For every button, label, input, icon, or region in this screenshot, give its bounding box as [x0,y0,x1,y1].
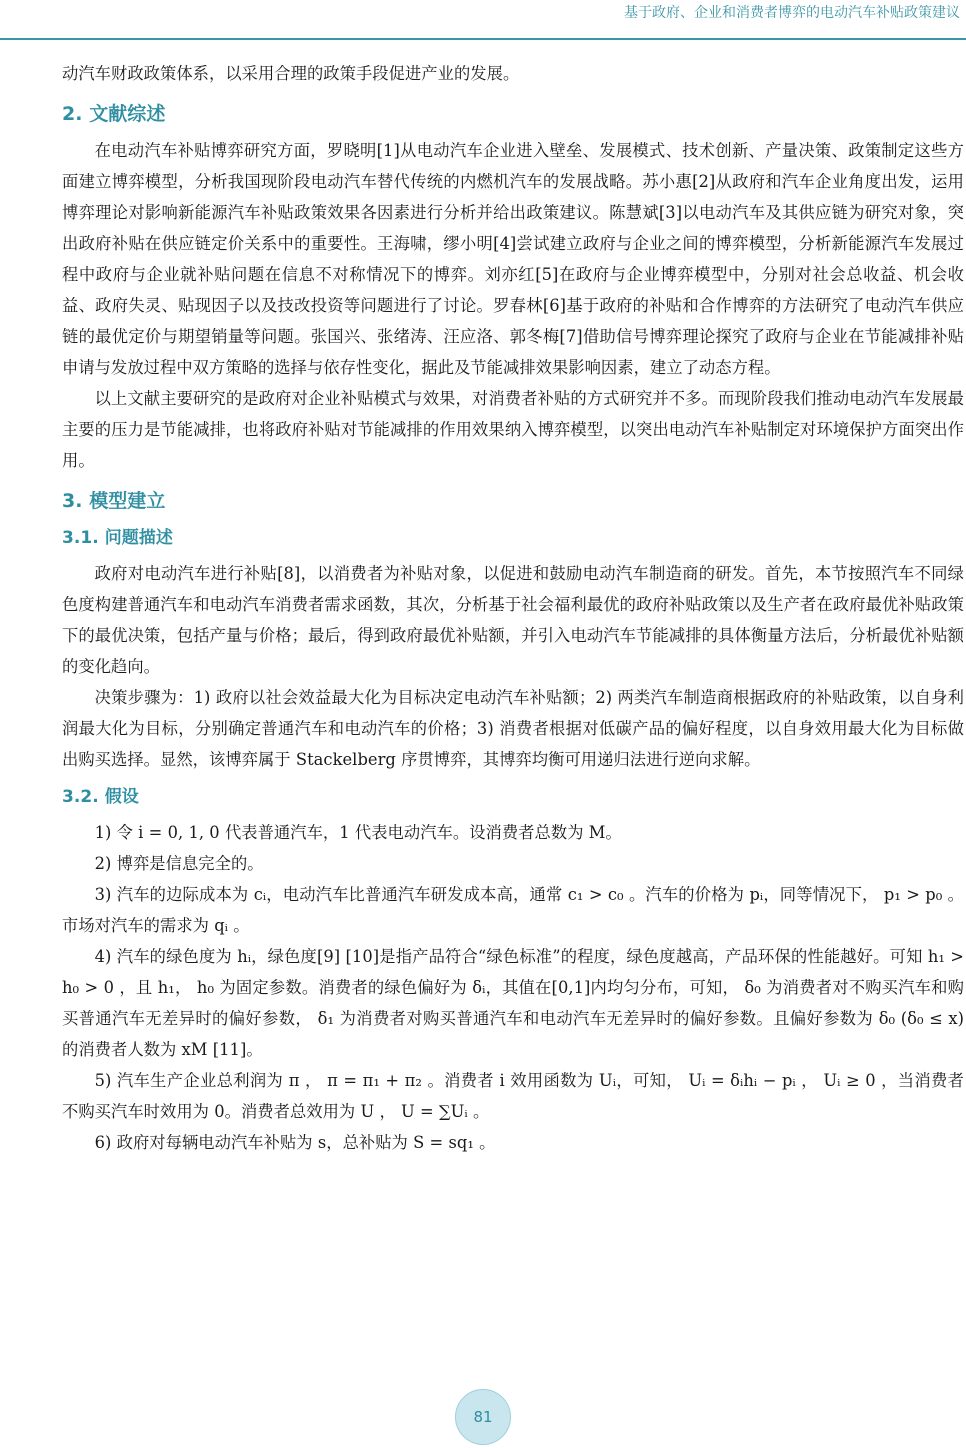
subsection-heading: 3.2. 假设 [62,787,139,807]
running-head-title: 基于政府、企业和消费者博弈的电动汽车补贴政策建议 [624,5,960,21]
body-paragraph: 3) 汽车的边际成本为 cᵢ，电动汽车比普通汽车研发成本高，通常 c₁ > c₀ 。汽车的价格为 pᵢ，同等情况下， p₁ > p₀ 。市场对汽车的需求为 qᵢ 。 [62,885,964,935]
body-paragraph: 6) 政府对每辆电动汽车补贴为 s，总补贴为 S = sq₁ 。 [94,1133,496,1152]
body-paragraph: 以上文献主要研究的是政府对企业补贴模式与效果，对消费者补贴的方式研究并不多。而现阶段我们推动电动汽车发展最主要的压力是节能减排，也将政府补贴对节能减排的作用效果纳入博弈模型，以突出电动汽车补贴制定对环境保护方面突出作用。 [62,389,964,470]
section-heading: 2. 文献综述 [62,103,166,125]
subsection-heading: 3.1. 问题描述 [62,528,173,548]
body-paragraph: 5) 汽车生产企业总利润为 π ， π = π₁ + π₂ 。消费者 i 效用函数为 Uᵢ，可知， Uᵢ = δᵢhᵢ − pᵢ ， Uᵢ ≥ 0 ，当消费者不购买汽车时效用为 0。消费者总效用为 U ， U = ∑Uᵢ 。 [62,1071,964,1121]
page-number-badge: 81 [455,1389,511,1445]
body-paragraph: 动汽车财政政策体系，以采用合理的政策手段促进产业的发展。 [62,64,520,83]
body-paragraph: 政府对电动汽车进行补贴[8]，以消费者为补贴对象，以促进和鼓励电动汽车制造商的研发。首先，本节按照汽车不同绿色度构建普通汽车和电动汽车消费者需求函数，其次，分析基于社会福利最优的政府补贴政策以及生产者在政府最优补贴政策下的最优决策，包括产量与价格；最后，得到政府最优补贴额，并引入电动汽车节能减排的具体衡量方法后，分析最优补贴额的变化趋向。 [62,564,964,676]
body-paragraph: 2) 博弈是信息完全的。 [94,854,264,873]
article-body [62,58,964,1158]
body-paragraph: 1) 令 i = 0, 1, 0 代表普通汽车，1 代表电动汽车。设消费者总数为 M。 [94,823,622,842]
body-paragraph: 决策步骤为：1) 政府以社会效益最大化为目标决定电动汽车补贴额；2) 两类汽车制造商根据政府的补贴政策，以自身利润最大化为目标，分别确定普通汽车和电动汽车的价格；3) 消费者根据对低碳产品的偏好程度，以自身效用最大化为目标做出购买选择。显然，该博弈属于 Stackelberg 序贯博弈，其博弈均衡可用递归法进行逆向求解。 [62,688,964,769]
running-header [0,0,966,44]
section-heading: 3. 模型建立 [62,490,166,512]
body-paragraph: 4) 汽车的绿色度为 hᵢ，绿色度[9] [10]是指产品符合“绿色标准”的程度，绿色度越高，产品环保的性能越好。可知 h₁ > h₀ > 0 ，且 h₁， h₀ 为固定参数。消费者的绿色偏好为 δᵢ，其值在[0,1]内均匀分布，可知， δ₀ 为消费者对不购买汽车和购买普通汽车无差异时的偏好参数， δ₁ 为消费者对购买普通汽车和电动汽车无差异时的偏好参数。且偏好参数为 δ₀ (δ₀ ≤ x) 的消费者人数为 xM [11]。 [62,947,964,1059]
body-paragraph: 在电动汽车补贴博弈研究方面，罗晓明[1]从电动汽车企业进入壁垒、发展模式、技术创新、产量决策、政策制定这些方面建立博弈模型，分析我国现阶段电动汽车替代传统的内燃机汽车的发展战略。苏小惠[2]从政府和汽车企业角度出发，运用博弈理论对影响新能源汽车补贴政策效果各因素进行分析并给出政策建议。陈慧斌[3]以电动汽车及其供应链为研究对象，突出政府补贴在供应链定价关系中的重要性。王海啸，缪小明[4]尝试建立政府与企业之间的博弈模型，分析新能源汽车发展过程中政府与企业就补贴问题在信息不对称情况下的博弈。刘亦红[5]在政府与企业博弈模型中，分别对社会总收益、机会收益、政府失灵、贴现因子以及技改投资等问题进行了讨论。罗春林[6]基于政府的补贴和合作博弈的方法研究了电动汽车供应链的最优定价与期望销量等问题。张国兴、张绪涛、汪应洛、郭冬梅[7]借助信号博弈理论探究了政府与企业在节能减排补贴申请与发放过程中双方策略的选择与依存性变化，据此及节能减排效果影响因素，建立了动态方程。 [62,141,964,377]
header-rule [0,38,966,40]
